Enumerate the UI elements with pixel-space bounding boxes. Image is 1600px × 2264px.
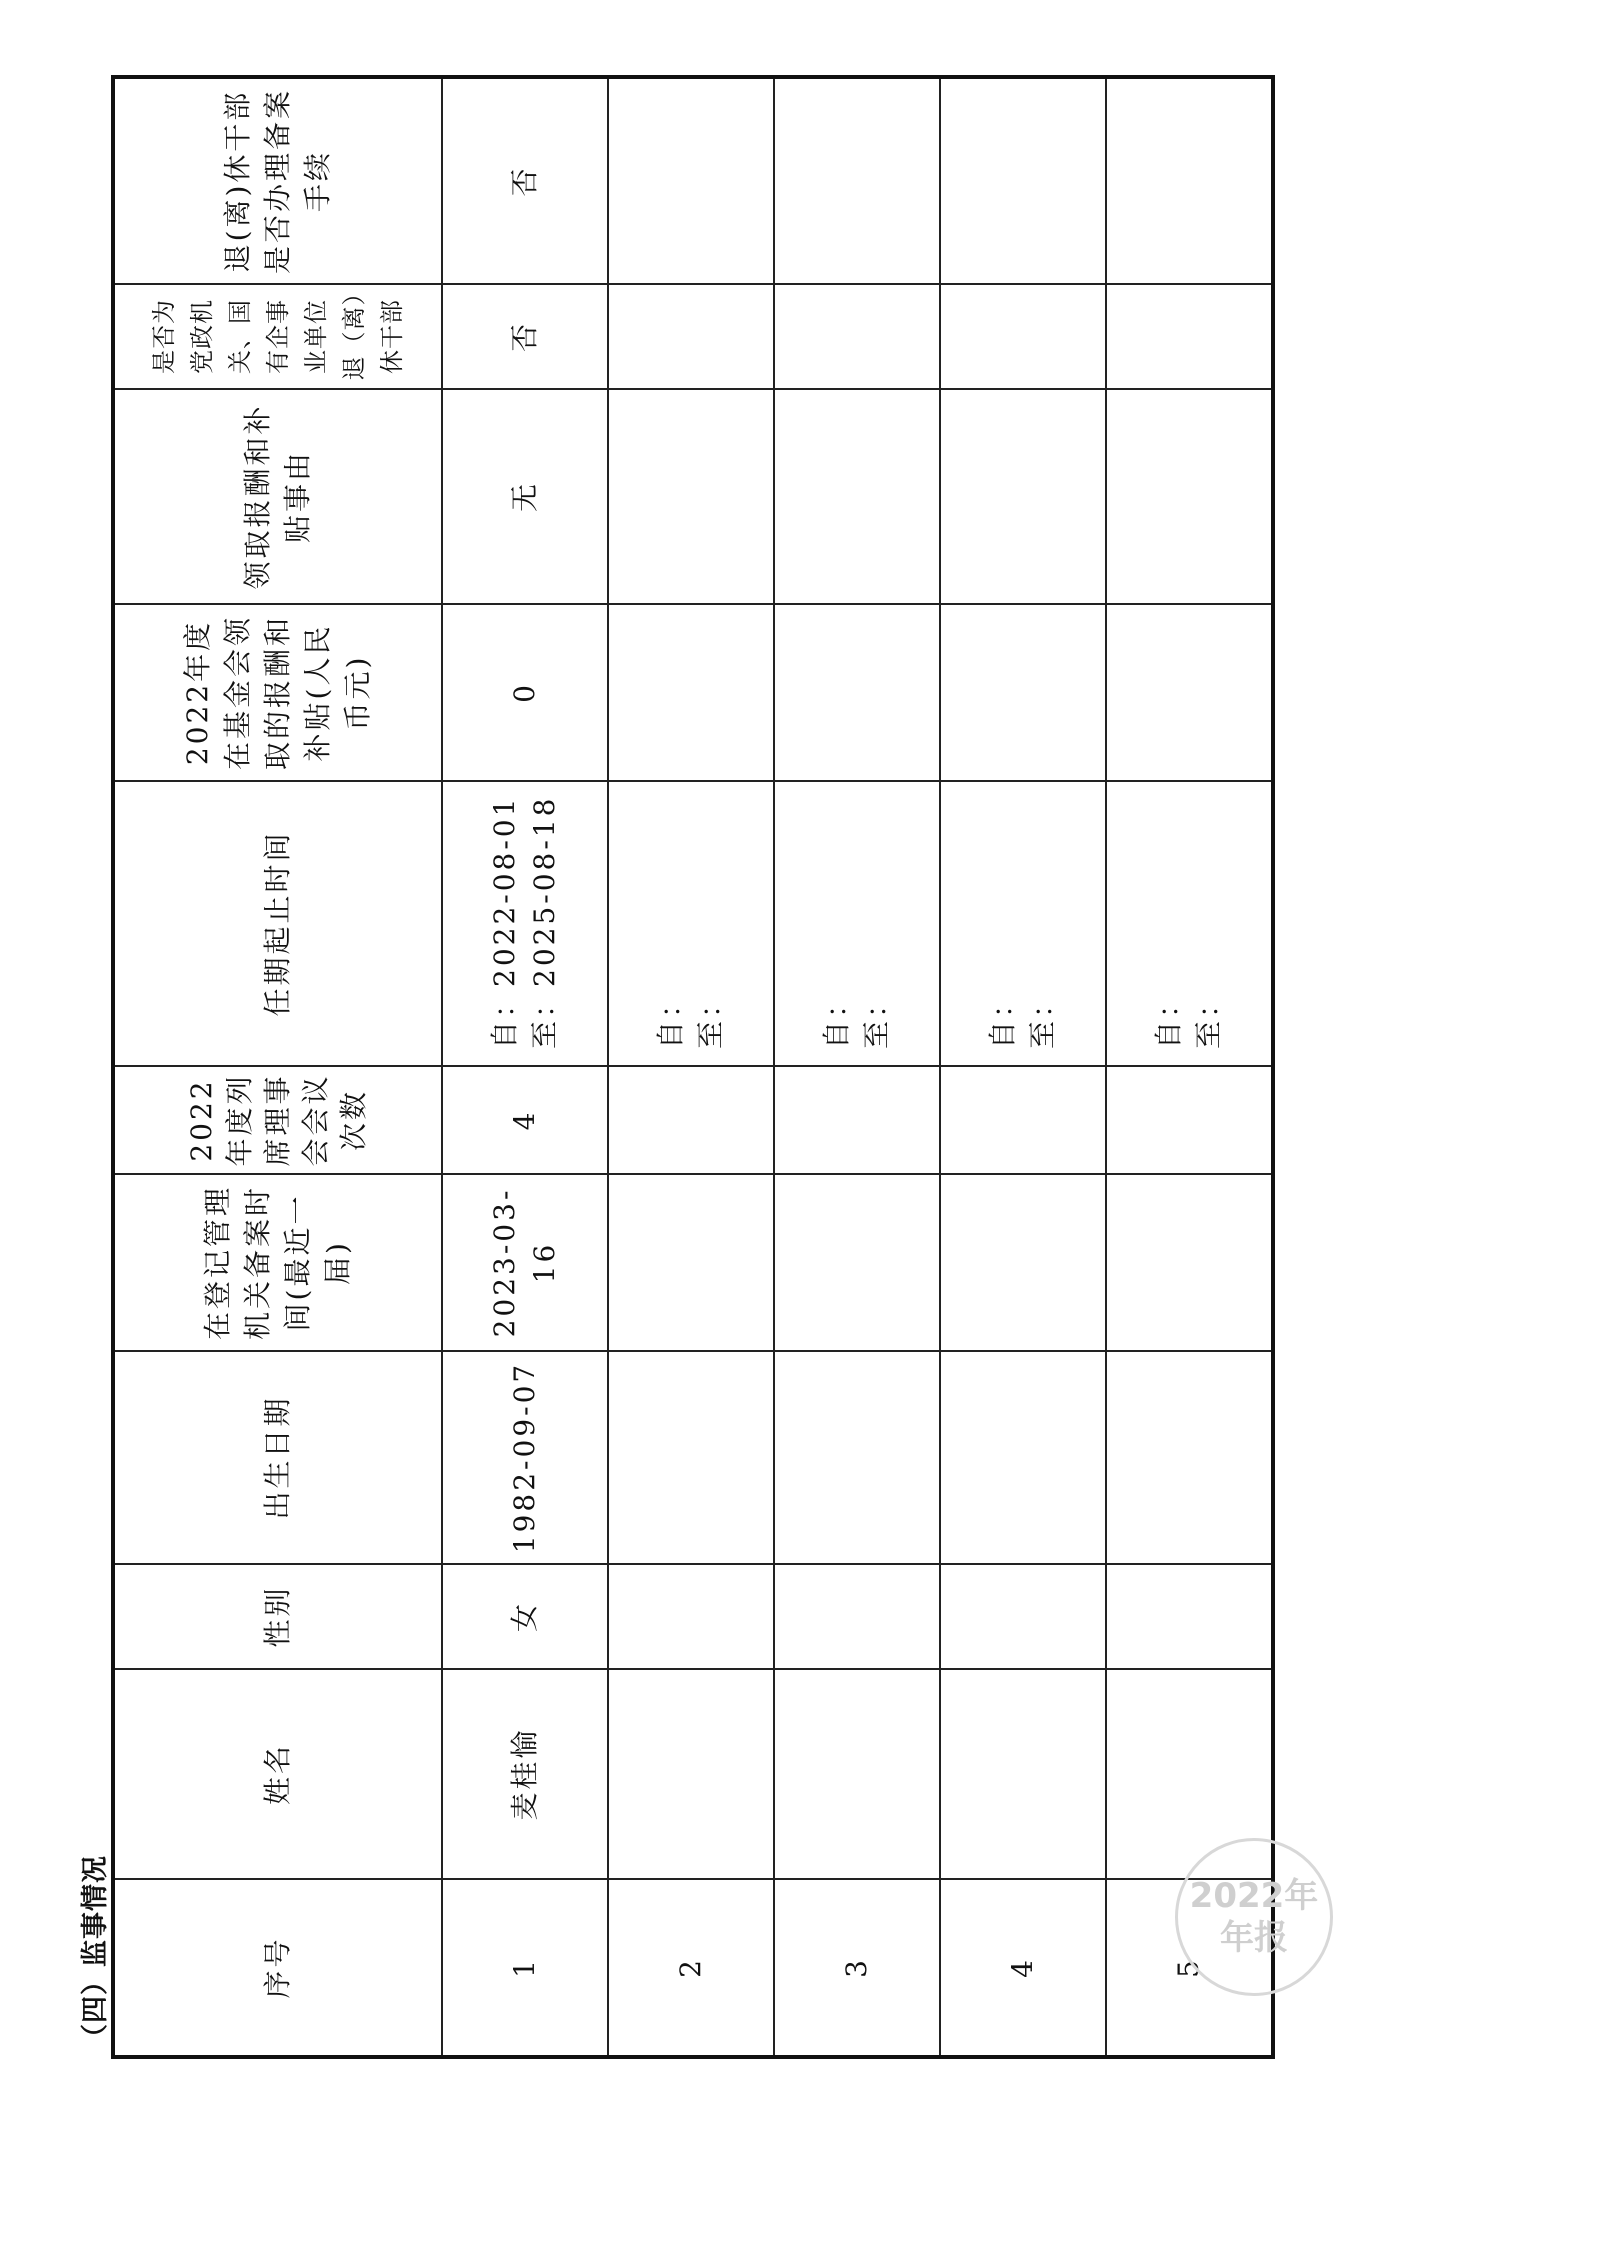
cell-seq: 4 (940, 1879, 1106, 2057)
cell-retired (1106, 284, 1273, 389)
term-to: 至：2025-08-18 (528, 795, 561, 1049)
term-to: 至： (694, 986, 727, 1049)
cell-meetings (940, 1066, 1106, 1174)
cell-gender (608, 1564, 774, 1669)
term-from: 自： (1152, 986, 1185, 1049)
cell-retired: 否 (442, 284, 608, 389)
cell-pay (1106, 604, 1273, 781)
term-to: 至： (860, 986, 893, 1049)
term-from: 自： (820, 986, 853, 1049)
cell-pay-reason: 无 (442, 389, 608, 604)
cell-pay-reason (1106, 389, 1273, 604)
header-meetings: 2022年度列席理事会会议次数 (113, 1066, 442, 1174)
cell-term (774, 781, 940, 1066)
term-from: 自： (986, 986, 1019, 1049)
term-to: 至： (1026, 986, 1059, 1049)
header-retired: 是否为党政机关、国有企事业单位退（离）休干部 (113, 284, 442, 389)
header-filing-time: 在登记管理机关备案时间(最近一届) (113, 1174, 442, 1351)
cell-birth-date (608, 1351, 774, 1564)
cell-seq: 1 (442, 1879, 608, 2057)
header-pay-reason: 领取报酬和补贴事由 (113, 389, 442, 604)
cell-meetings (774, 1066, 940, 1174)
cell-seq: 5 (1106, 1879, 1273, 2057)
cell-pay (608, 604, 774, 781)
cell-pay-reason (608, 389, 774, 604)
cell-meetings: 4 (442, 1066, 608, 1174)
cell-retired (774, 284, 940, 389)
cell-meetings (1106, 1066, 1273, 1174)
cell-retired (608, 284, 774, 389)
annual-report-watermark-stamp (1175, 1838, 1333, 1996)
cell-filing-time (608, 1174, 774, 1351)
header-record: 退(离)休干部是否办理备案手续 (113, 77, 442, 284)
cell-meetings (608, 1066, 774, 1174)
cell-pay: 0 (442, 604, 608, 781)
table-row (1106, 77, 1273, 2057)
cell-pay (940, 604, 1106, 781)
term-to: 至： (1192, 986, 1225, 1049)
header-seq: 序号 (113, 1879, 442, 2057)
cell-term (608, 781, 774, 1066)
header-pay: 2022年度在基金会领取的报酬和补贴(人民币元) (113, 604, 442, 781)
cell-pay-reason (774, 389, 940, 604)
cell-retired (940, 284, 1106, 389)
cell-birth-date (774, 1351, 940, 1564)
stamp-line-1: 2022年 (1189, 1876, 1319, 1916)
cell-name: 麦桂愉 (442, 1669, 608, 1879)
cell-term (940, 781, 1106, 1066)
header-birth-date: 出生日期 (113, 1351, 442, 1564)
cell-name (774, 1669, 940, 1879)
cell-name (940, 1669, 1106, 1879)
cell-record (608, 77, 774, 284)
cell-record (940, 77, 1106, 284)
cell-name (608, 1669, 774, 1879)
cell-gender (940, 1564, 1106, 1669)
supervisors-table (111, 75, 1275, 2059)
table-row (940, 77, 1106, 2057)
stamp-line-2: 年报 (1220, 1918, 1288, 1958)
cell-record (774, 77, 940, 284)
header-name: 姓名 (113, 1669, 442, 1879)
table-row (774, 77, 940, 2057)
cell-birth-date (940, 1351, 1106, 1564)
header-term: 任期起止时间 (113, 781, 442, 1066)
cell-gender (774, 1564, 940, 1669)
cell-record (1106, 77, 1273, 284)
cell-filing-time (1106, 1174, 1273, 1351)
term-from: 自： (654, 986, 687, 1049)
table-row (442, 77, 608, 2057)
cell-gender (1106, 1564, 1273, 1669)
cell-pay (774, 604, 940, 781)
cell-birth-date: 1982-09-07 (442, 1351, 608, 1564)
cell-gender: 女 (442, 1564, 608, 1669)
cell-pay-reason (940, 389, 1106, 604)
cell-term (1106, 781, 1273, 1066)
cell-filing-time (940, 1174, 1106, 1351)
table-header-row (113, 77, 442, 2057)
cell-seq: 2 (608, 1879, 774, 2057)
header-gender: 性别 (113, 1564, 442, 1669)
cell-filing-time: 2023-03-16 (442, 1174, 608, 1351)
cell-filing-time (774, 1174, 940, 1351)
term-from: 自：2022-08-01 (488, 795, 521, 1049)
cell-seq: 3 (774, 1879, 940, 2057)
table-row (608, 77, 774, 2057)
section-title: （四）监事情况 (80, 1855, 111, 2051)
cell-record: 否 (442, 77, 608, 284)
cell-term (442, 781, 608, 1066)
cell-birth-date (1106, 1351, 1273, 1564)
